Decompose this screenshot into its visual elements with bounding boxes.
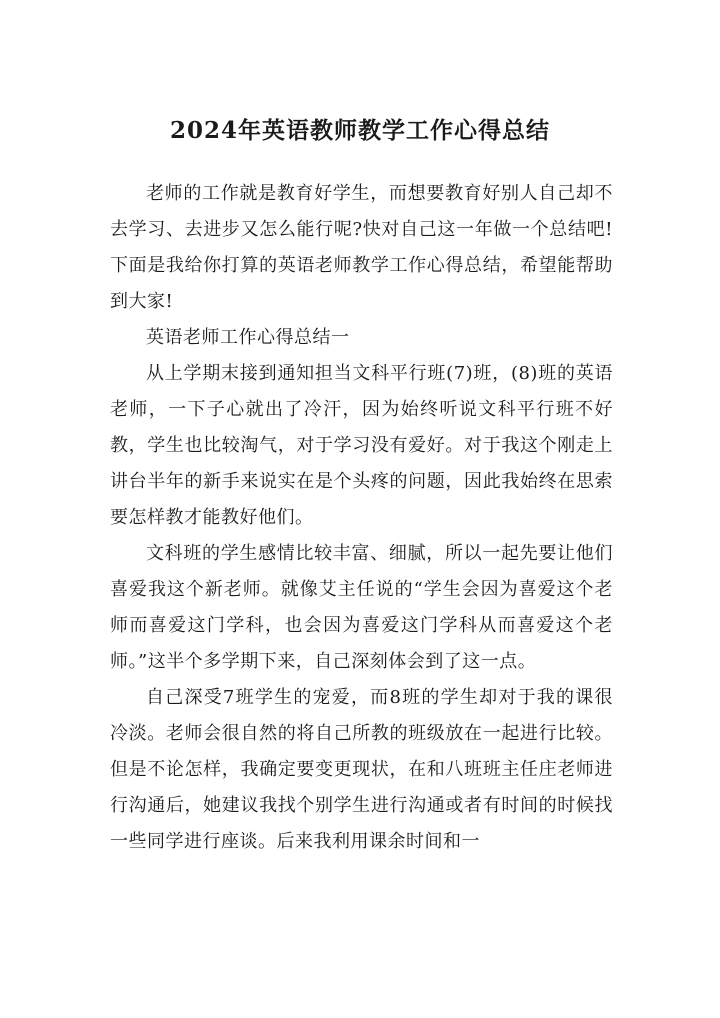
body-paragraph-1: 从上学期末接到通知担当文科平行班(7)班，(8)班的英语老师，一下子心就出了冷汗，因为始终听说文科平行班不好教，学生也比较淘气，对于学习没有爱好。对于我这个刚走上讲台半年的新手来说实在是个头疼的问题，因此我始终在思索要怎样教才能教好他们。 — [110, 363, 613, 528]
section-heading: 英语老师工作心得总结一 — [146, 327, 350, 348]
body-paragraph-2: 文科班的学生感情比较丰富、细腻，所以一起先要让他们喜爱我这个新老师。就像艾主任说的“学生会因为喜爱这个老师而喜爱这门学科，也会因为喜爱这门学科从而喜爱这个老师。”这半个多学期下来，自己深刻体会到了这一点。 — [110, 543, 613, 672]
document-title: 2024年英语教师教学工作心得总结 — [169, 117, 550, 144]
body-paragraph-3: 自己深受7班学生的宠爱，而8班的学生却对于我的课很冷淡。老师会很自然的将自己所教的班级放在一起进行比较。但是不论怎样，我确定要变更现状，在和八班班主任庄老师进行沟通后，她建议我找个别学生进行沟通或者有时间的时候找一些同学进行座谈。后来我利用课余时间和一 — [110, 687, 613, 852]
intro-paragraph: 老师的工作就是教育好学生，而想要教育好别人自己却不去学习、去进步又怎么能行呢?快对自己这一年做一个总结吧!下面是我给你打算的英语老师教学工作心得总结，希望能帮助到大家! — [110, 183, 613, 312]
document-body — [110, 176, 613, 860]
